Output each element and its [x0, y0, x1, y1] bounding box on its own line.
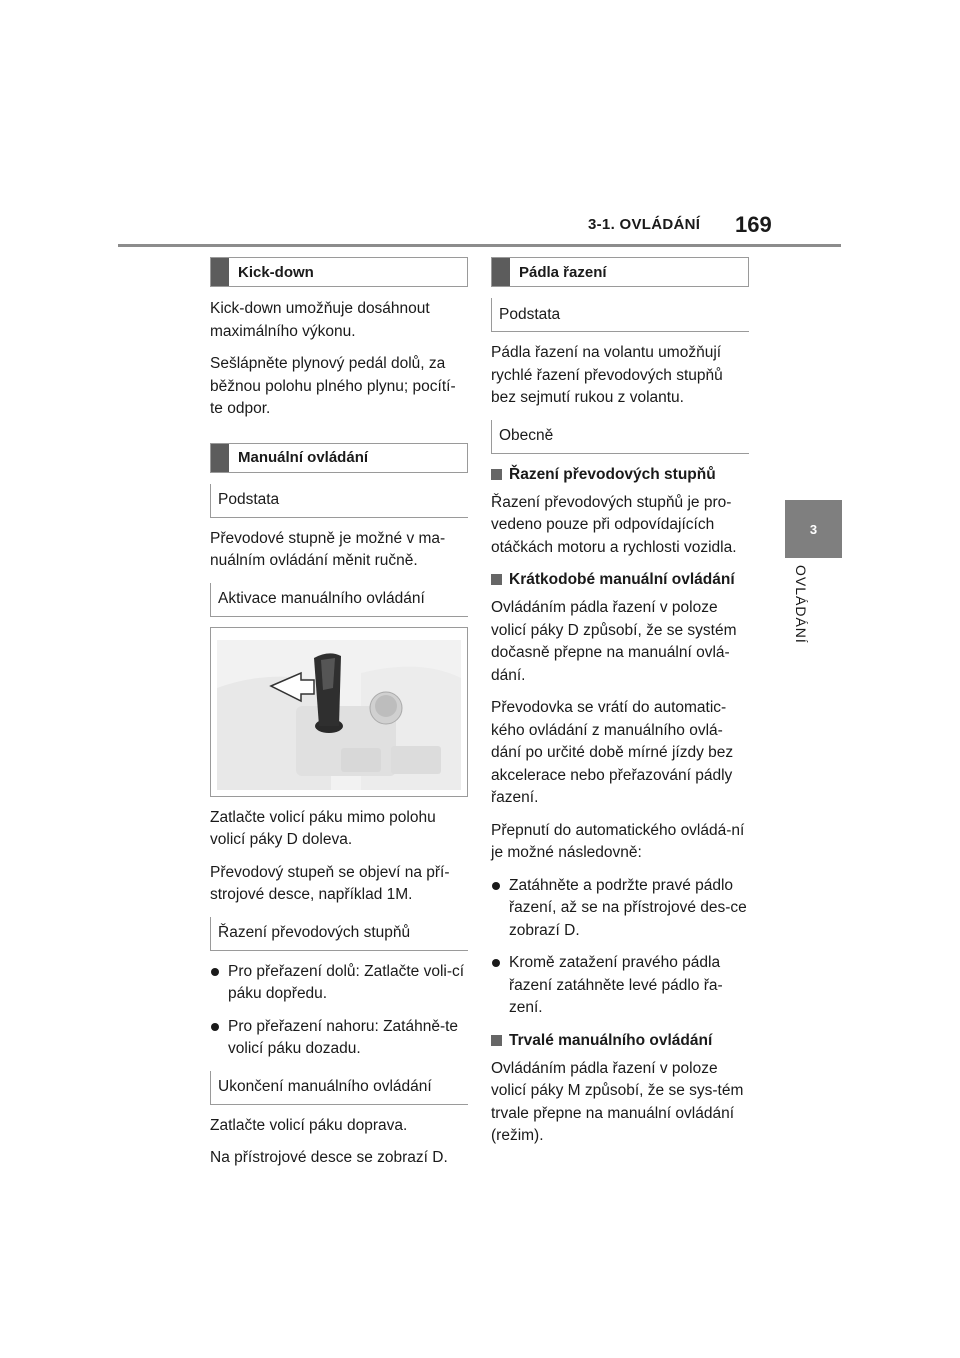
subheading-general: Obecně: [491, 420, 749, 454]
square-marker-icon: [491, 1035, 502, 1046]
subheading-basis: Podstata: [491, 298, 749, 332]
paragraph: Převodovka se vrátí do automatic-kého ovládání z manuálního ovlá-dání po určité době mírné jízdy bez akcelerace nebo přeřazování pádly řazení.: [491, 699, 734, 806]
heading-marker: [211, 444, 229, 472]
bullet-icon: [211, 1023, 219, 1031]
subheading-shifting: Řazení převodových stupňů: [210, 917, 468, 951]
subsection-heading: [491, 1030, 749, 1052]
paragraph: Přepnutí do automatického ovládá-ní je možné následovně:: [491, 821, 745, 861]
paragraph: Převodový stupeň se objeví na pří-strojové desce, například 1M.: [210, 863, 450, 903]
paragraph: Převodové stupně je možné v ma-nuálním ovládání měnit ručně.: [210, 529, 446, 569]
paragraph: Na přístrojové desce se zobrazí D.: [210, 1149, 448, 1166]
chapter-number: 3: [809, 521, 818, 537]
paragraph: Sešlápněte plynový pedál dolů, za běžnou polohu plného plynu; pocítí-te odpor.: [210, 355, 456, 417]
paragraph: Ovládáním pádla řazení v poloze volicí páky M způsobí, že se sys-tém trvale přepne na manuální ovládání (režim).: [491, 1059, 744, 1144]
paragraph: Kick-down umožňuje dosáhnout maximálního výkonu.: [210, 300, 430, 340]
left-column: [210, 257, 468, 1180]
chapter-tab: [785, 500, 842, 558]
paragraph: Pádla řazení na volantu umožňují rychlé řazení převodových stupňů bez sejmutí rukou z volantu.: [491, 344, 723, 406]
gear-selector-illustration-icon: [211, 628, 467, 796]
heading-kickdown: [210, 257, 468, 287]
list-item-text: Pro přeřazení dolů: Zatlačte voli-cí páku dopředu.: [228, 962, 465, 1002]
page-number: 169: [735, 212, 772, 237]
subsection-heading: [491, 464, 749, 486]
bullet-icon: [492, 959, 500, 967]
paragraph: Řazení převodových stupňů je pro-vedeno pouze při odpovídajících otáčkách motoru a rychlosti vozidla.: [491, 493, 737, 556]
subsection-heading-text: Trvalé manuálního ovládání: [509, 1031, 713, 1049]
subsection-heading-text: Krátkodobé manuální ovládání: [509, 571, 735, 588]
bullet-icon: [492, 882, 500, 890]
header-rule: [118, 244, 841, 247]
square-marker-icon: [491, 469, 502, 480]
subsection-heading: [491, 569, 749, 591]
section-title: 3-1. OVLÁDÁNÍ: [588, 216, 701, 233]
list-item: [491, 875, 749, 943]
paragraph: Zatlačte volicí páku mimo polohu volicí páky D doleva.: [210, 808, 436, 848]
heading-manual: [210, 443, 468, 473]
paragraph: Zatlačte volicí páku doprava.: [210, 1116, 408, 1134]
heading-text: Kick-down: [238, 263, 314, 281]
list-item-text: Kromě zatažení pravého pádla řazení zatáhněte levé pádlo řa-zení.: [509, 954, 723, 1016]
heading-marker: [211, 258, 229, 286]
list-item-text: Pro přeřazení nahoru: Zatáhně-te volicí páku dozadu.: [228, 1017, 459, 1057]
subsection-heading-text: Řazení převodových stupňů: [509, 465, 716, 483]
heading-marker: [492, 258, 510, 286]
bullet-icon: [211, 968, 219, 976]
subheading-end: Ukončení manuálního ovládání: [210, 1071, 468, 1105]
subheading-activation: Aktivace manuálního ovládání: [210, 583, 468, 617]
right-column: [491, 257, 749, 1158]
heading-paddles: [491, 257, 749, 287]
list-item: [210, 1016, 468, 1061]
paragraph: Ovládáním pádla řazení v poloze volicí páky D způsobí, že se systém dočasně přepne na manuální ovlá-dání.: [491, 599, 737, 684]
square-marker-icon: [491, 574, 502, 585]
gear-selector-figure: [210, 627, 468, 797]
heading-text: Manuální ovládání: [238, 449, 369, 466]
list-item: [210, 961, 468, 1006]
list-item: [491, 952, 749, 1020]
list-item-text: Zatáhněte a podržte pravé pádlo řazení, až se na přístrojové des-ce zobrazí D.: [509, 876, 747, 939]
subheading-basis: Podstata: [210, 484, 468, 518]
chapter-label: OVLÁDÁNÍ: [793, 565, 809, 644]
heading-text: Pádla řazení: [519, 263, 607, 281]
